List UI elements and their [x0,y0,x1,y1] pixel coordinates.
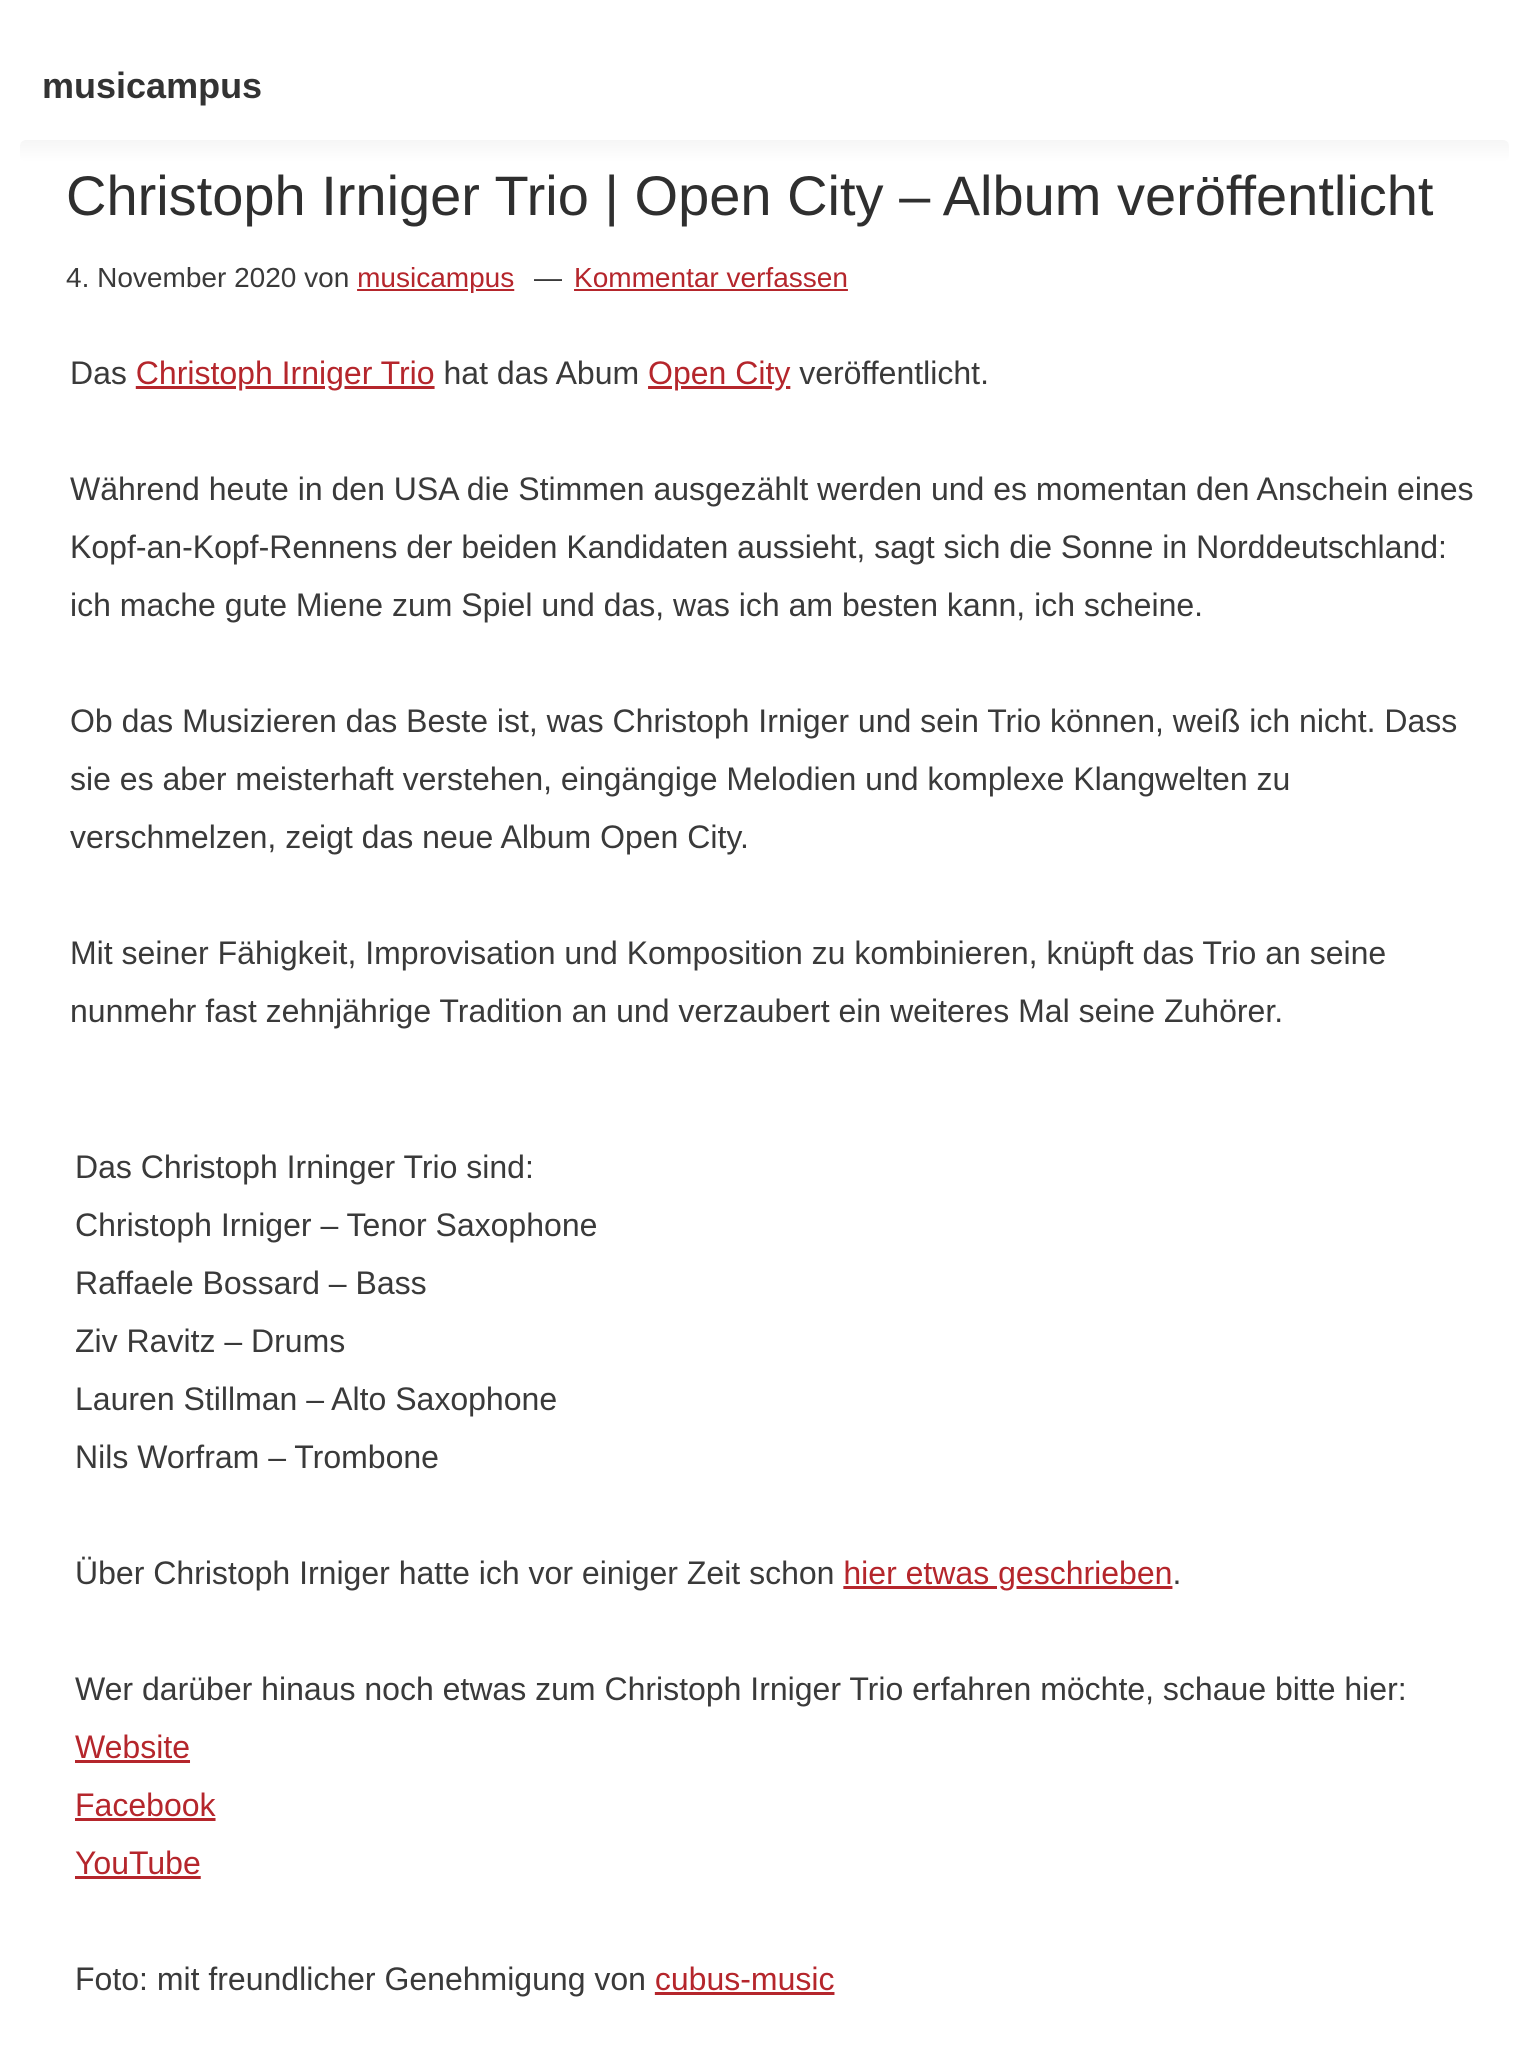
lineup-heading: Das Christoph Irninger Trio sind: [75,1149,534,1185]
body-paragraph-2: Ob das Musizieren das Beste ist, was Christoph Irniger und sein Trio können, weiß ich nicht. Dass sie es aber meisterhaft verstehen, eingängige Melodien und komplexe Klangwelten zu verschmelzen, zeigt das neue Album Open City. [70,703,1458,855]
post-date: 4. November 2020 [66,262,297,293]
lineup-member: Raffaele Bossard – Bass [75,1265,427,1301]
meta-separator: — [534,262,563,293]
post-by-word: von [304,262,350,293]
intro-paragraph [70,344,1490,402]
more-info-text: Wer darüber hinaus noch etwas zum Christoph Irniger Trio erfahren möchte, schaue bitte hier: [75,1671,1407,1707]
lineup-member: Lauren Stillman – Alto Saxophone [75,1381,558,1417]
previous-post-paragraph [75,1544,1495,1602]
photo-credit-text: Foto: mit freundlicher Genehmigung von [75,1961,646,1997]
cubus-music-link[interactable]: cubus-music [654,1961,835,1997]
post-meta [66,258,848,298]
intro-post: veröffentlicht. [799,355,989,391]
body-paragraph-3: Mit seiner Fähigkeit, Improvisation und Komposition zu kombinieren, knüpft das Trio an seine nunmehr fast zehnjährige Tradition an und verzaubert ein weiteres Mal seine Zuhörer. [70,935,1387,1029]
facebook-link[interactable]: Facebook [75,1787,216,1823]
lineup-member: Ziv Ravitz – Drums [75,1323,346,1359]
youtube-link[interactable]: YouTube [75,1845,201,1881]
comment-link[interactable]: Kommentar verfassen [574,262,848,293]
site-header [0,0,1529,160]
lineup-member: Nils Worfram – Trombone [75,1439,439,1475]
site-title-link[interactable]: musicampus [42,65,263,106]
body-paragraph-1: Während heute in den USA die Stimmen ausgezählt werden und es momentan den Anschein eines Kopf-an-Kopf-Rennens der beiden Kandidaten aussieht, sagt sich die Sonne in Norddeutschland: ich mache gute Miene zum Spiel und das, was ich am besten kann, ich scheine. [70,471,1474,623]
post-title: Christoph Irniger Trio | Open City – Album veröffentlicht [66,164,1434,227]
previous-post-period: . [1172,1555,1182,1591]
previous-post-link[interactable]: hier etwas geschrieben [843,1555,1173,1591]
trio-link[interactable]: Christoph Irniger Trio [135,355,435,391]
post-content [70,344,1490,1098]
author-link[interactable]: musicampus [357,262,515,293]
lineup-section [75,1138,1495,2066]
previous-post-pre: Über Christoph Irniger hatte ich vor einiger Zeit schon [75,1555,835,1591]
intro-mid: hat das Abum [443,355,640,391]
lineup-block [75,1138,1495,1486]
website-link[interactable]: Website [75,1729,191,1765]
photo-credit [75,1950,1495,2008]
album-link[interactable]: Open City [648,355,791,391]
lineup-member: Christoph Irniger – Tenor Saxophone [75,1207,598,1243]
more-info-paragraph [75,1660,1495,1892]
intro-pre: Das [70,355,127,391]
